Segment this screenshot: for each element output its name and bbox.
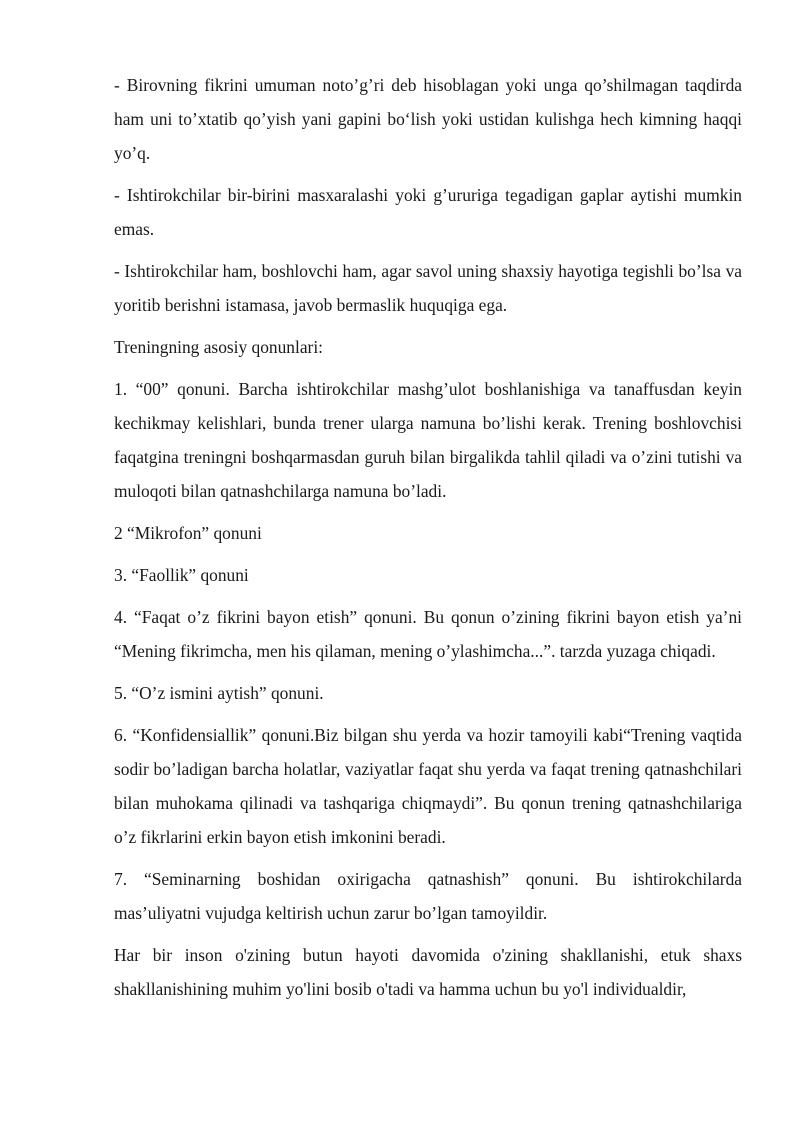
document-page <box>114 68 742 1014</box>
paragraph-rule-no-mocking: - Ishtirokchilar bir-birini masxaralashi yoki g’ururiga tegadigan gaplar aytishi mumkin emas. <box>114 185 742 239</box>
paragraph-rule-right-to-decline: - Ishtirokchilar ham, boshlovchi ham, agar savol uning shaxsiy hayotiga tegishli bo’lsa va yoritib berishni istamasa, javob bermaslik huquqiga ega. <box>114 261 742 315</box>
paragraph-law-3: 3. “Faollik” qonuni <box>114 565 249 585</box>
paragraph-closing: Har bir inson o'zining butun hayoti davomida o'zining shakllanishi, etuk shaxs shakllanishining muhim yo'lini bosib o'tadi va hamma uchun bu yo'l individualdir, <box>114 945 742 999</box>
paragraph-rule-no-interrupting: - Birovning fikrini umuman noto’g’ri deb hisoblagan yoki unga qo’shilmagan taqdirda ham uni to’xtatib qo’yish yani gapini bo‘lish yoki ustidan kulishga hech kimning haqqi yo’q. <box>114 75 742 163</box>
paragraph-law-7: 7. “Seminarning boshidan oxirigacha qatnashish” qonuni. Bu ishtirokchilarda mas’uliyatni vujudga keltirish uchun zarur bo’lgan tamoyildir. <box>114 869 742 923</box>
paragraph-law-2: 2 “Mikrofon” qonuni <box>114 523 262 543</box>
paragraph-law-4: 4. “Faqat o’z fikrini bayon etish” qonuni. Bu qonun o’zining fikrini bayon etish ya’ni “Mening fikrimcha, men his qilaman, mening o’ylashimcha...”. tarzda yuzaga chiqadi. <box>114 607 742 661</box>
paragraph-law-6: 6. “Konfidensiallik” qonuni.Biz bilgan shu yerda va hozir tamoyili kabi“Trening vaqtida sodir bo’ladigan barcha holatlar, vaziyatlar faqat shu yerda va faqat trening qatnashchilari bilan muhokama qilinadi va tashqariga chiqmaydi”. Bu qonun trening qatnashchilariga o’z fikrlarini erkin bayon etish imkonini beradi. <box>114 725 742 847</box>
paragraph-laws-heading: Treningning asosiy qonunlari: <box>114 337 324 357</box>
paragraph-law-5: 5. “O’z ismini aytish” qonuni. <box>114 683 324 703</box>
paragraph-law-1: 1. “00” qonuni. Barcha ishtirokchilar mashg’ulot boshlanishiga va tanaffusdan keyin kechikmay kelishlari, bunda trener ularga namuna bo’lishi kerak. Trening boshlovchisi faqatgina treningni boshqarmasdan guruh bilan birgalikda tahlil qiladi va o’zini tutishi va muloqoti bilan qatnashchilarga namuna bo’ladi. <box>114 379 742 501</box>
